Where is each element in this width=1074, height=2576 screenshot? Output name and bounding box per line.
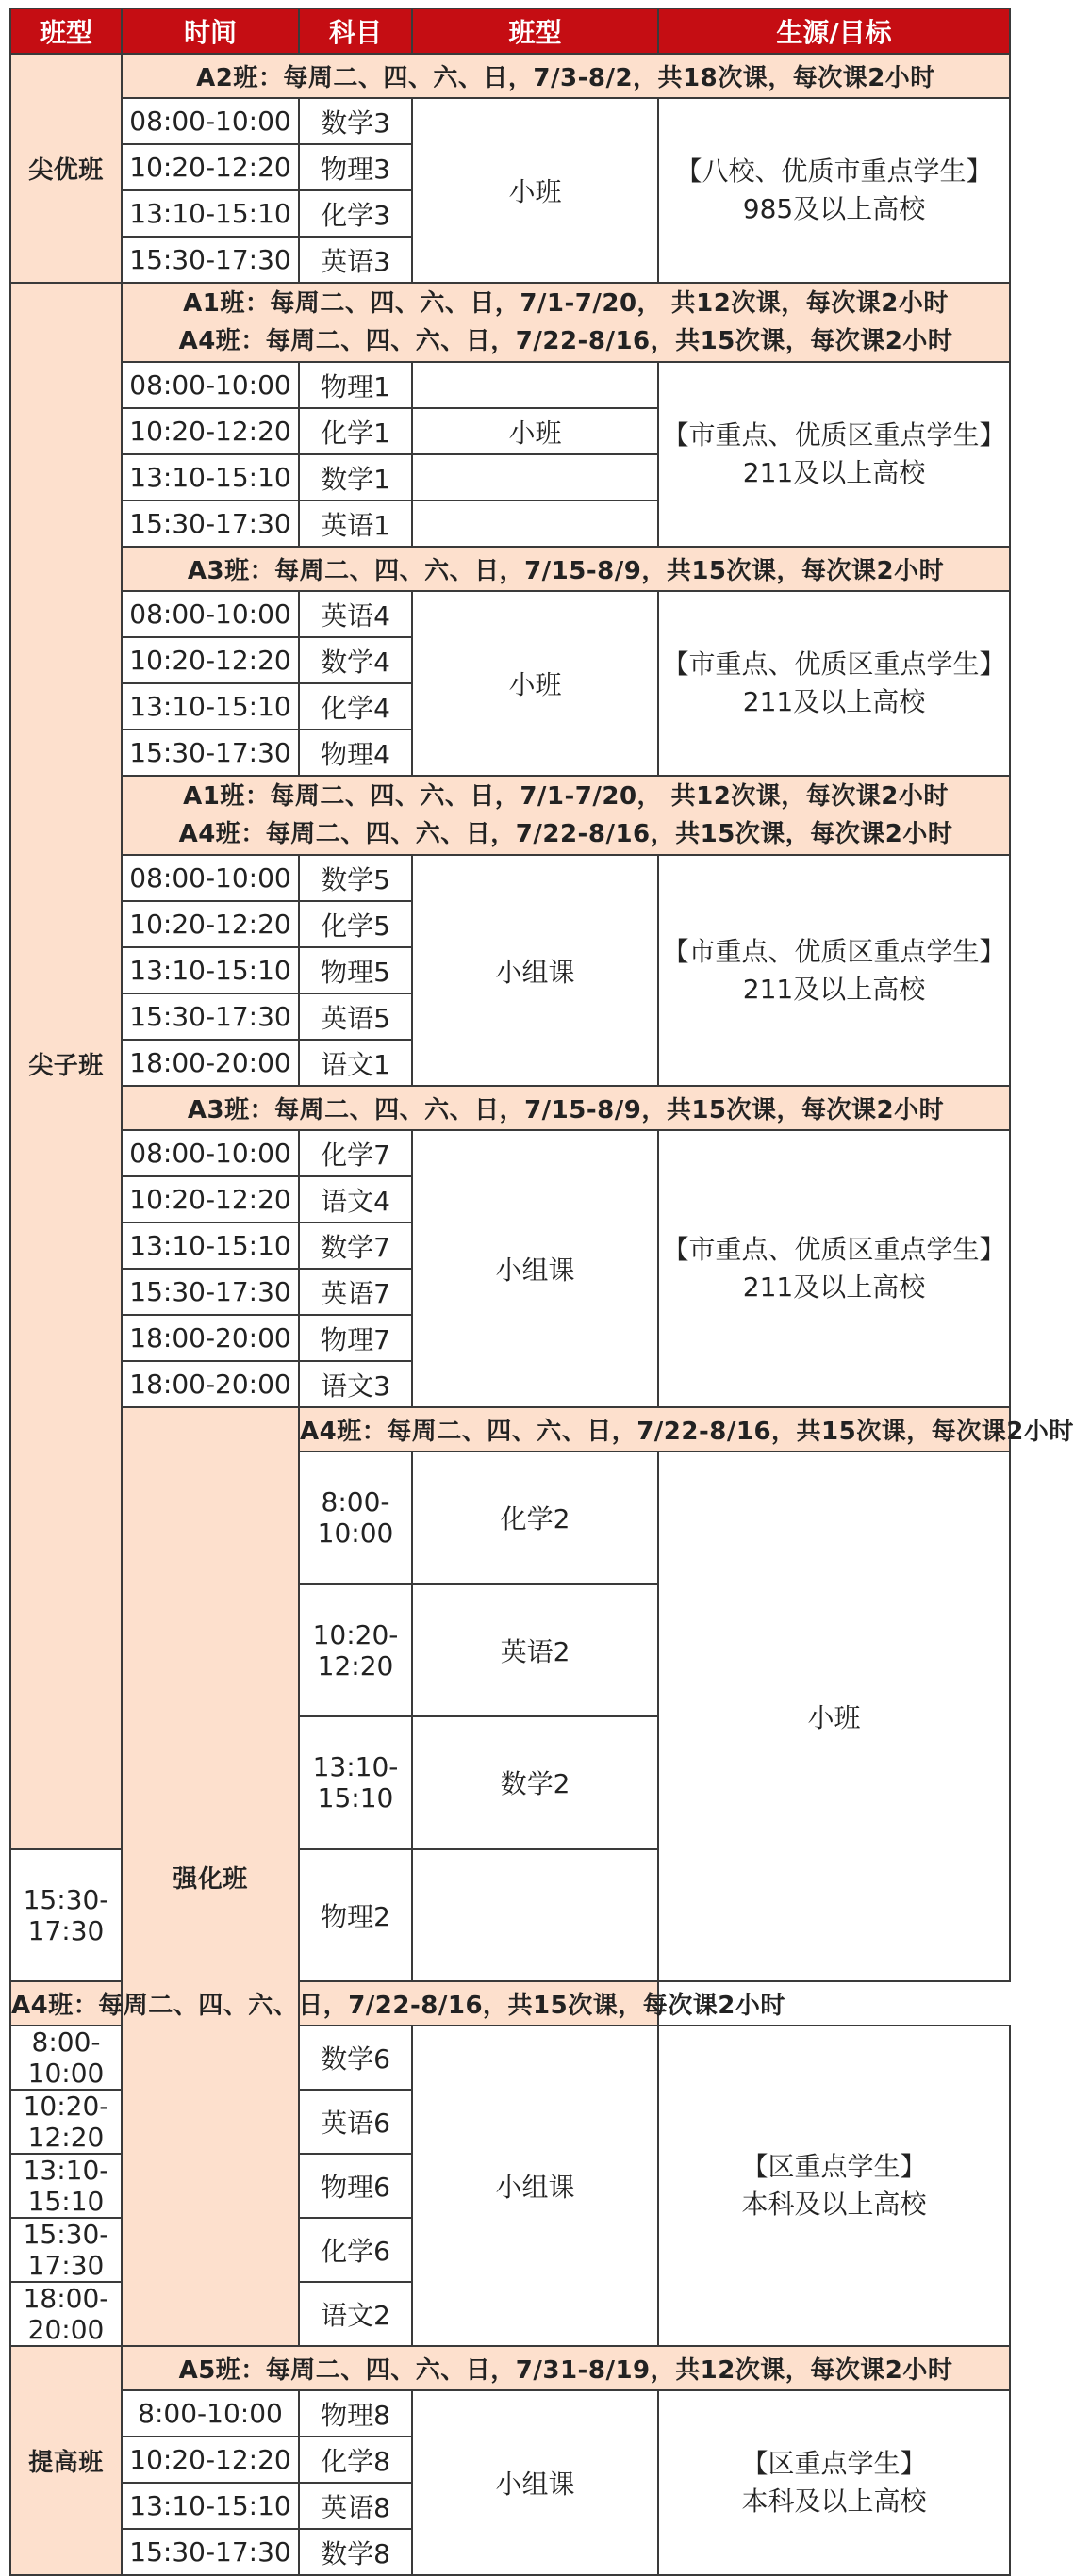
class-type-cell: 小组课 [412, 855, 658, 1086]
target-university: 本科及以上高校 [741, 2189, 927, 2220]
time-cell: 13:10-15:10 [299, 1716, 412, 1849]
class-banner-row [10, 547, 1010, 591]
subject-cell: 语文4 [299, 1176, 412, 1222]
target-students: 【市重点、优质区重点学生】 [662, 648, 1006, 680]
time-cell: 13:10-15:10 [122, 2483, 299, 2529]
time-cell: 18:00-20:00 [122, 1361, 299, 1407]
header-class-type: 班型 [412, 8, 658, 54]
level-label: 尖优班 [10, 54, 122, 283]
time-cell: 10:20-12:20 [299, 1584, 412, 1717]
target-university: 211及以上高校 [742, 973, 926, 1005]
time-cell: 15:30-17:30 [122, 730, 299, 776]
table-row [10, 591, 1010, 637]
time-cell: 10:20-12:20 [122, 144, 299, 190]
subject-cell: 化学3 [299, 190, 412, 237]
class-banner-row [10, 776, 1010, 855]
target-cell [658, 2026, 1010, 2346]
class-type-cell: 小组课 [412, 2390, 658, 2575]
level-label: 尖子班 [10, 283, 122, 1849]
subject-cell: 化学6 [299, 2218, 412, 2282]
target-cell [658, 362, 1010, 547]
time-cell: 13:10-15:10 [10, 2154, 122, 2218]
subject-cell: 物理3 [299, 144, 412, 190]
time-cell: 10:20-12:20 [122, 2437, 299, 2483]
target-university: 211及以上高校 [742, 686, 926, 717]
schedule-table [9, 8, 1074, 2576]
target-cell [658, 98, 1010, 283]
class-type-cell-empty [412, 500, 658, 547]
class-banner: A3班：每周二、四、六、日，7/15-8/9，共15次课，每次课2小时 [122, 547, 1010, 591]
time-cell: 18:00-20:00 [10, 2282, 122, 2346]
time-cell: 13:10-15:10 [122, 454, 299, 500]
target-university: 211及以上高校 [742, 1272, 926, 1303]
class-banner-row [10, 2346, 1010, 2390]
subject-cell: 物理6 [299, 2154, 412, 2218]
time-cell: 10:20-12:20 [122, 1176, 299, 1222]
subject-cell: 英语7 [299, 1269, 412, 1315]
class-banner-row [10, 54, 1010, 98]
class-banner: A4班：每周二、四、六、日，7/22-8/16，共15次课，每次课2小时 [10, 1981, 658, 2026]
subject-cell: 数学3 [299, 98, 412, 144]
subject-cell: 物理2 [299, 1849, 412, 1982]
time-cell: 18:00-20:00 [122, 1040, 299, 1086]
subject-cell: 化学1 [299, 408, 412, 454]
table-row [10, 855, 1010, 901]
class-type-cell: 小班 [658, 1452, 1010, 1981]
target-university: 本科及以上高校 [741, 2486, 927, 2517]
class-banner: A4班：每周二、四、六、日，7/22-8/16，共15次课，每次课2小时 [299, 1407, 1010, 1452]
time-cell: 13:10-15:10 [122, 1222, 299, 1269]
time-cell: 10:20-12:20 [122, 637, 299, 683]
time-cell: 08:00-10:00 [122, 591, 299, 637]
time-cell: 15:30-17:30 [122, 993, 299, 1040]
level-label: 强化班 [122, 1407, 299, 2346]
subject-cell: 数学4 [299, 637, 412, 683]
header-row [10, 8, 1010, 54]
subject-cell: 数学8 [299, 2529, 412, 2575]
schedule-container [9, 8, 1074, 2576]
class-banner-line: A1班：每周二、四、六、日，7/1-7/20， 共12次课，每次课2小时 [183, 782, 949, 811]
table-row [10, 1130, 1010, 1176]
time-cell: 08:00-10:00 [122, 1130, 299, 1176]
class-banner-line: A4班：每周二、四、六、日，7/22-8/16，共15次课，每次课2小时 [178, 327, 953, 355]
subject-cell: 化学7 [299, 1130, 412, 1176]
class-type-cell-empty [412, 454, 658, 500]
class-type-cell: 小班 [412, 408, 658, 454]
class-type-cell: 小组课 [412, 1130, 658, 1407]
time-cell: 15:30-17:30 [122, 2529, 299, 2575]
target-students: 【市重点、优质区重点学生】 [662, 935, 1006, 967]
header-target: 生源/目标 [658, 8, 1010, 54]
subject-cell: 数学7 [299, 1222, 412, 1269]
time-cell: 13:10-15:10 [122, 947, 299, 993]
class-banner: A2班：每周二、四、六、日，7/3-8/2，共18次课，每次课2小时 [122, 54, 1010, 98]
time-cell: 10:20-12:20 [122, 901, 299, 947]
class-banner-row [10, 283, 1010, 362]
time-cell: 13:10-15:10 [122, 190, 299, 237]
subject-cell: 英语6 [299, 2090, 412, 2154]
time-cell: 15:30-17:30 [10, 1849, 122, 1982]
time-cell: 08:00-10:00 [122, 362, 299, 408]
table-row [10, 98, 1010, 144]
subject-cell: 物理4 [299, 730, 412, 776]
target-cell [658, 1130, 1010, 1407]
target-students: 【区重点学生】 [741, 2151, 927, 2182]
class-banner-line: A4班：每周二、四、六、日，7/22-8/16，共15次课，每次课2小时 [178, 820, 953, 848]
time-cell: 13:10-15:10 [122, 683, 299, 730]
table-row [10, 362, 1010, 408]
subject-cell: 物理1 [299, 362, 412, 408]
header-time: 时间 [122, 8, 299, 54]
subject-cell: 物理5 [299, 947, 412, 993]
class-type-cell: 小班 [412, 591, 658, 776]
subject-cell: 数学1 [299, 454, 412, 500]
subject-cell: 数学2 [412, 1716, 658, 1849]
target-university: 985及以上高校 [742, 193, 926, 224]
target-university: 211及以上高校 [742, 457, 926, 488]
subject-cell: 语文1 [299, 1040, 412, 1086]
subject-cell: 物理8 [299, 2390, 412, 2437]
class-banner-row [10, 1086, 1010, 1130]
target-cell [658, 855, 1010, 1086]
target-cell [658, 2390, 1010, 2575]
subject-cell: 语文3 [299, 1361, 412, 1407]
class-banner: A3班：每周二、四、六、日，7/15-8/9，共15次课，每次课2小时 [122, 1086, 1010, 1130]
time-cell: 10:20-12:20 [10, 2090, 122, 2154]
class-banner-line: A1班：每周二、四、六、日，7/1-7/20， 共12次课，每次课2小时 [183, 289, 949, 318]
target-cell [658, 591, 1010, 776]
time-cell: 08:00-10:00 [122, 855, 299, 901]
time-cell: 8:00-10:00 [299, 1452, 412, 1584]
subject-cell: 数学5 [299, 855, 412, 901]
subject-cell: 英语5 [299, 993, 412, 1040]
subject-cell: 英语3 [299, 237, 412, 283]
subject-cell: 化学5 [299, 901, 412, 947]
class-banner [122, 283, 1010, 362]
time-cell: 08:00-10:00 [122, 98, 299, 144]
target-students: 【市重点、优质区重点学生】 [662, 1234, 1006, 1265]
time-cell: 15:30-17:30 [122, 1269, 299, 1315]
subject-cell: 英语8 [299, 2483, 412, 2529]
subject-cell: 化学2 [412, 1452, 658, 1584]
time-cell: 10:20-12:20 [122, 408, 299, 454]
time-cell: 15:30-17:30 [122, 500, 299, 547]
time-cell: 15:30-17:30 [10, 2218, 122, 2282]
time-cell: 18:00-20:00 [122, 1315, 299, 1361]
class-banner-row [10, 1981, 1010, 2026]
class-banner [122, 776, 1010, 855]
subject-cell: 英语1 [299, 500, 412, 547]
subject-cell: 英语2 [412, 1584, 658, 1717]
time-cell: 8:00-10:00 [10, 2026, 122, 2090]
subject-cell: 物理7 [299, 1315, 412, 1361]
target-students: 【区重点学生】 [741, 2448, 927, 2479]
class-type-cell: 小班 [412, 98, 658, 283]
header-subject: 科目 [299, 8, 412, 54]
class-banner-row [10, 1407, 1010, 1452]
subject-cell: 英语4 [299, 591, 412, 637]
subject-cell: 化学4 [299, 683, 412, 730]
time-cell: 8:00-10:00 [122, 2390, 299, 2437]
class-banner: A5班：每周二、四、六、日，7/31-8/19，共12次课，每次课2小时 [122, 2346, 1010, 2390]
target-students: 【市重点、优质区重点学生】 [662, 419, 1006, 451]
class-type-cell: 小组课 [412, 2026, 658, 2346]
subject-cell: 语文2 [299, 2282, 412, 2346]
class-type-cell-empty [412, 362, 658, 408]
time-cell: 15:30-17:30 [122, 237, 299, 283]
target-students: 【八校、优质市重点学生】 [675, 156, 993, 187]
table-row [10, 2390, 1010, 2437]
subject-cell: 数学6 [299, 2026, 412, 2090]
level-label: 提高班 [10, 2346, 122, 2575]
subject-cell: 化学8 [299, 2437, 412, 2483]
header-level: 班型 [10, 8, 122, 54]
